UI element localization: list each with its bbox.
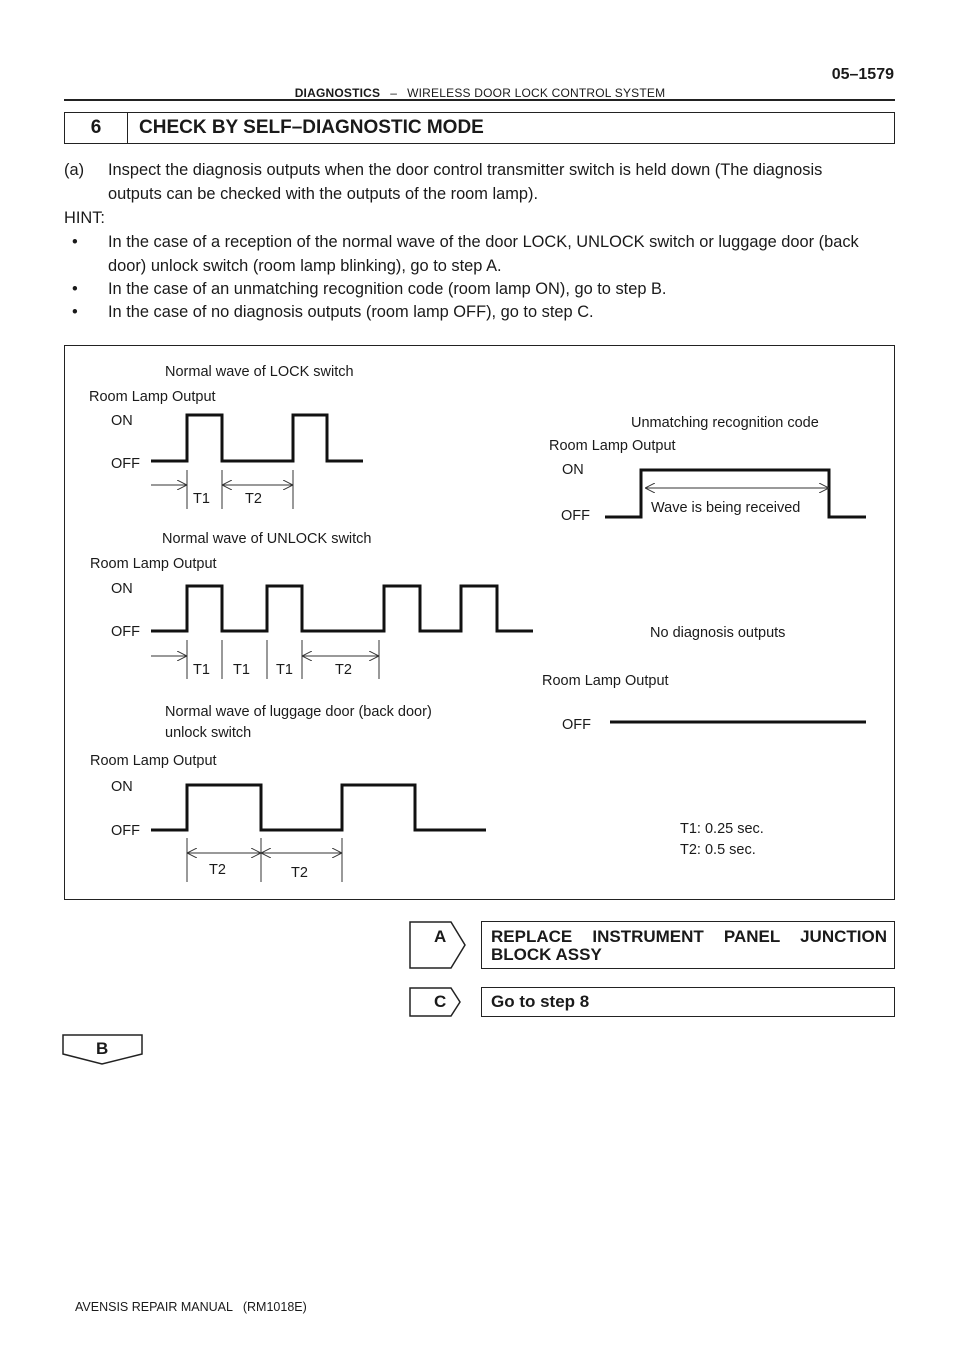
unmatching-wave-note: Wave is being received <box>651 500 801 516</box>
unlock-output-label: Room Lamp Output <box>90 556 217 572</box>
unlock-t2-label: T2 <box>335 662 352 678</box>
manual-footer: AVENSIS REPAIR MANUAL (RM1018E) <box>75 1300 307 1314</box>
hint-bullet-1-line-1: In the case of a reception of the normal wave of the door LOCK, UNLOCK switch or luggage door (back <box>108 233 859 251</box>
lock-output-label: Room Lamp Output <box>89 389 216 405</box>
lock-on-label: ON <box>111 413 133 429</box>
no-output-output-label: Room Lamp Output <box>542 673 669 689</box>
step-number: 6 <box>65 113 128 143</box>
no-output-off-label: OFF <box>562 717 591 733</box>
result-a-tag <box>409 921 489 969</box>
step-title-box <box>64 112 895 144</box>
unlock-t1-label-1: T1 <box>193 662 210 678</box>
lock-t1-label: T1 <box>193 491 210 507</box>
unmatching-output-label: Room Lamp Output <box>549 438 676 454</box>
result-b-letter: B <box>96 1039 109 1058</box>
waveform-diagram <box>65 346 894 899</box>
instruction-line-2: outputs can be checked with the outputs of the room lamp). <box>108 185 539 203</box>
unmatching-title: Unmatching recognition code <box>631 415 819 431</box>
instruction-label: (a) <box>64 161 85 179</box>
waveform-figure <box>64 345 895 900</box>
lock-off-label: OFF <box>111 456 140 472</box>
lock-t2-label: T2 <box>245 491 262 507</box>
lock-timing-markers <box>151 470 293 509</box>
luggage-waveform <box>151 785 486 830</box>
hint-bullet-2: In the case of an unmatching recognition code (room lamp ON), go to step B. <box>108 280 667 298</box>
luggage-t2-label-1: T2 <box>209 862 226 878</box>
unlock-t1-label-2: T1 <box>233 662 250 678</box>
unlock-waveform <box>151 586 533 631</box>
header-subsection: WIRELESS DOOR LOCK CONTROL SYSTEM <box>407 86 666 100</box>
luggage-title-line-1: Normal wave of luggage door (back door) <box>165 704 432 720</box>
unlock-off-label: OFF <box>111 624 140 640</box>
page-number: 05–1579 <box>831 66 894 83</box>
result-c-tag <box>409 987 489 1017</box>
luggage-title-line-2: unlock switch <box>165 725 252 741</box>
header-section: DIAGNOSTICS <box>294 86 381 100</box>
luggage-output-label: Room Lamp Output <box>90 753 217 769</box>
no-output-title: No diagnosis outputs <box>650 625 786 641</box>
step-title: CHECK BY SELF–DIAGNOSTIC MODE <box>139 117 484 138</box>
hint-bullet-1-line-2: door) unlock switch (room lamp blinking), go to step A. <box>108 257 502 275</box>
result-a-line-2: BLOCK ASSY <box>491 945 602 964</box>
result-a-line-1: REPLACE INSTRUMENT PANEL JUNCTION <box>491 927 887 946</box>
timing-t2-note: T2: 0.5 sec. <box>680 842 756 858</box>
header-separator: – <box>390 86 398 100</box>
hint-label: HINT: <box>64 209 105 227</box>
instruction-line-1: Inspect the diagnosis outputs when the door control transmitter switch is held down (The diagnosis <box>108 161 823 179</box>
bullet-icon: • <box>72 280 78 298</box>
unlock-title: Normal wave of UNLOCK switch <box>162 531 372 547</box>
running-header <box>0 86 960 100</box>
timing-t1-note: T1: 0.25 sec. <box>680 821 764 837</box>
unmatching-on-label: ON <box>562 462 584 478</box>
result-c-letter: C <box>434 992 447 1011</box>
unmatching-off-label: OFF <box>561 508 590 524</box>
unlock-t1-label-3: T1 <box>276 662 293 678</box>
hint-bullet-3: In the case of no diagnosis outputs (room lamp OFF), go to step C. <box>108 303 594 321</box>
lock-waveform <box>151 415 363 461</box>
luggage-off-label: OFF <box>111 823 140 839</box>
header-rule <box>64 99 895 101</box>
lock-title: Normal wave of LOCK switch <box>165 364 354 380</box>
result-c-text: Go to step 8 <box>491 992 590 1011</box>
unlock-on-label: ON <box>111 581 133 597</box>
result-a-letter: A <box>434 927 447 946</box>
bullet-icon: • <box>72 303 78 321</box>
luggage-t2-label-2: T2 <box>291 865 308 881</box>
luggage-on-label: ON <box>111 779 133 795</box>
bullet-icon: • <box>72 233 78 251</box>
